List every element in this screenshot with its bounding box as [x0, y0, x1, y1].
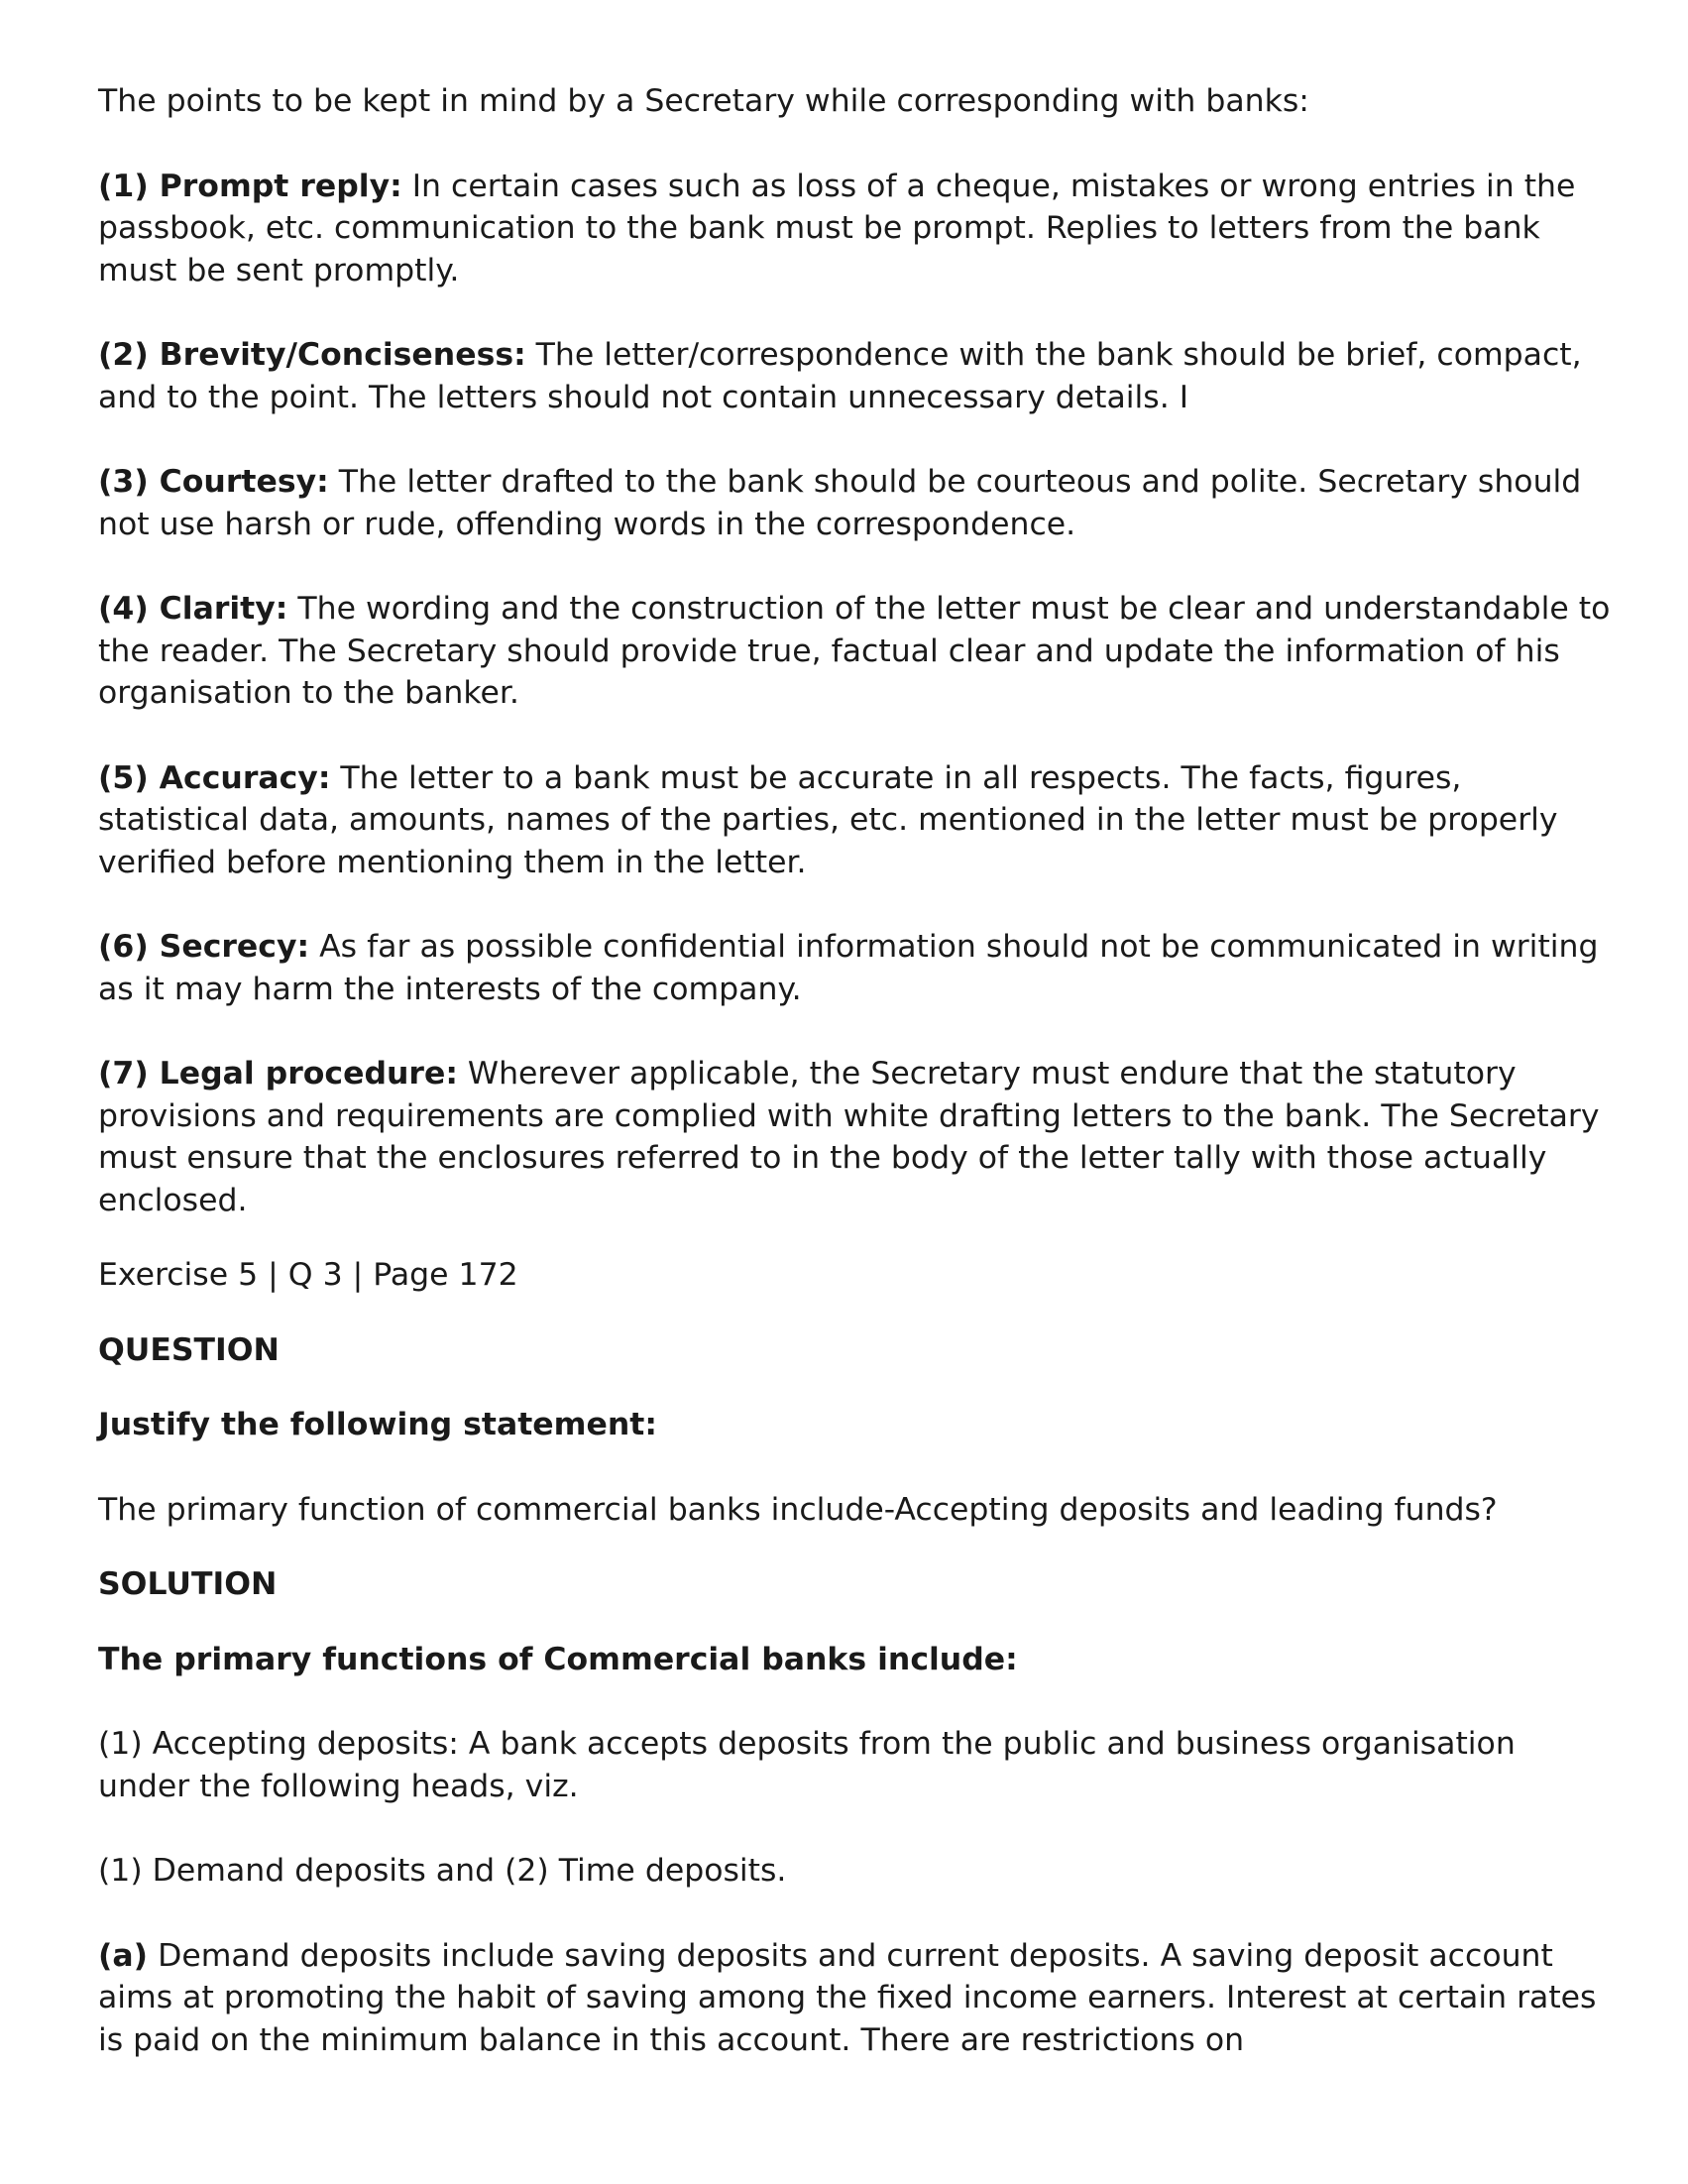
point-text: The letter to a bank must be accurate in all respects. The facts, figures, statistical data, amounts, names of the parties, etc. mentioned in the letter must be properly verified before mentioning them in the letter. — [98, 759, 1558, 880]
point-label: (6) Secrecy: — [98, 929, 310, 965]
question-text: The primary function of commercial banks include-Accepting deposits and leading funds? — [98, 1491, 1498, 1528]
point-label: (1) Prompt reply: — [98, 168, 402, 204]
point-text: The letter/correspondence with the bank should be brief, compact, and to the point. The letters should not contain unnecessary details. I — [98, 337, 1582, 415]
point-text: The letter drafted to the bank should be courteous and polite. Secretary should not use harsh or rude, offending words in the correspondence. — [98, 464, 1582, 542]
point-label: (5) Accuracy: — [98, 759, 331, 796]
point-text: The wording and the construction of the letter must be clear and understandable to the reader. The Secretary should provide true, factual clear and update the information of his organisation to the banker. — [98, 591, 1611, 711]
question-heading: QUESTION — [98, 1331, 280, 1368]
point-text: Wherever applicable, the Secretary must endure that the statutory provisions and requirements are complied with white drafting letters to the bank. The Secretary must ensure that the enclosures referred to in the body of the letter tally with those actually enclosed. — [98, 1056, 1600, 1218]
question-prompt: Justify the following statement: — [98, 1407, 657, 1442]
point-brevity — [98, 334, 1615, 418]
solution-subheading: The primary functions of Commercial banks include: — [98, 1641, 1018, 1677]
document-page — [98, 80, 1615, 2104]
point-label: (4) Clarity: — [98, 591, 288, 627]
intro-text: The points to be kept in mind by a Secretary while corresponding with banks: — [98, 83, 1309, 119]
point-text: As far as possible confidential information should not be communicated in writing as it may harm the interests of the company. — [98, 929, 1599, 1007]
solution-paragraph-demand-deposits — [98, 1935, 1615, 2062]
point-text: Demand deposits include saving deposits and current deposits. A saving deposit account aims at promoting the habit of saving among the fixed income earners. Interest at certain rates is paid on the minimum balance in this account. There are restrictions on — [98, 1937, 1597, 2058]
solution-heading: SOLUTION — [98, 1566, 278, 1602]
solution-paragraph-deposit-types: (1) Demand deposits and (2) Time deposits. — [98, 1853, 787, 1889]
point-label: (7) Legal procedure: — [98, 1056, 458, 1092]
point-accuracy — [98, 757, 1615, 884]
point-courtesy — [98, 461, 1615, 545]
point-clarity — [98, 588, 1615, 715]
point-legal-procedure — [98, 1053, 1615, 1221]
point-label: (3) Courtesy: — [98, 464, 329, 500]
solution-paragraph-accepting-deposits: (1) Accepting deposits: A bank accepts deposits from the public and business organisation under the following heads, viz. — [98, 1726, 1516, 1804]
point-label: (2) Brevity/Conciseness: — [98, 337, 526, 373]
point-prompt-reply — [98, 166, 1615, 292]
point-label: (a) — [98, 1937, 149, 1974]
point-secrecy — [98, 926, 1615, 1010]
exercise-reference: Exercise 5 | Q 3 | Page 172 — [98, 1257, 518, 1293]
point-text: In certain cases such as loss of a cheque, mistakes or wrong entries in the passbook, etc. communication to the bank must be prompt. Replies to letters from the bank must be sent promptly. — [98, 168, 1576, 288]
